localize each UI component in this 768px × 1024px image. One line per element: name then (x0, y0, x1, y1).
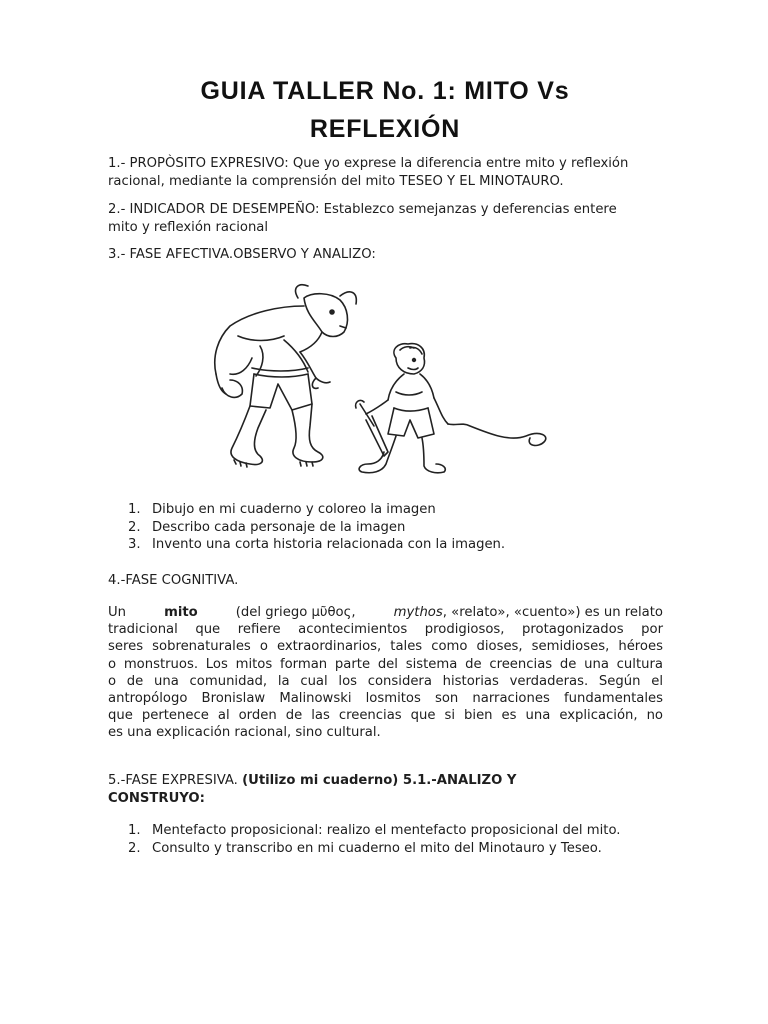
title-line-2: REFLEXIÓN (309, 115, 461, 143)
purpose-paragraph (108, 155, 663, 191)
heading-bold-2: CONSTRUYO: (108, 791, 205, 806)
minotaur-theseus-illustration (200, 276, 570, 486)
list-item (128, 822, 621, 840)
list-text: Describo cada personaje de la imagen (152, 519, 406, 535)
list-text: Consulto y transcribo en mi cuaderno el mito del Minotauro y Teseo. (152, 840, 602, 856)
list-item (128, 536, 505, 554)
title-line-1: GUIA TALLER No. 1: MITO Vs (200, 77, 570, 105)
paragraph-line: o de una comunidad, la cual los considera historias verdaderas. Según el (108, 673, 663, 689)
list-text: Invento una corta historia relacionada con la imagen. (152, 537, 506, 552)
expressive-task-list (128, 822, 621, 857)
list-number: 1. (128, 502, 141, 517)
paragraph-line: tradicional que refiere acontecimientos prodigiosos, protagonizados por (108, 622, 663, 638)
expressive-phase-heading (108, 772, 663, 808)
paragraph-line: que pertenece al orden de las creencias que si bien es una explicación, no (108, 708, 663, 724)
heading-plain: 5.-FASE EXPRESIVA. (108, 773, 238, 788)
heading-bold: (Utilizo mi cuaderno) 5.1.-ANALIZO Y (242, 773, 517, 788)
list-number: 2. (128, 519, 141, 535)
paragraph-line (108, 604, 663, 621)
paragraph-fragment: , «relato», «cuento») es un relato (442, 605, 663, 620)
word-un: Un (108, 605, 127, 620)
indicator-line-2: mito y reflexión racional (108, 220, 269, 235)
list-text: Dibujo en mi cuaderno y coloreo la imagen (152, 502, 436, 517)
indicator-line-1: 2.- INDICADOR DE DESEMPEÑO: Establezco semejanzas y deferencias entere (108, 202, 617, 217)
list-number: 1. (128, 823, 141, 838)
theseus-figure (356, 344, 546, 473)
indicator-paragraph (108, 201, 663, 237)
paragraph-fragment: (del griego μῦθος, (235, 605, 356, 620)
list-number: 2. (128, 840, 141, 856)
purpose-line-2: racional, mediante la comprensión del mito TESEO Y EL MINOTAURO. (108, 174, 564, 189)
list-item (128, 519, 505, 537)
list-item (128, 840, 621, 858)
paragraph-line: antropólogo Bronislaw Malinowski losmitos son narraciones fundamentales (108, 691, 663, 707)
word-mythos: mythos (393, 605, 443, 620)
list-item (128, 501, 505, 519)
document-title (150, 72, 620, 148)
list-text: Mentefacto proposicional: realizo el mentefacto proposicional del mito. (152, 823, 621, 838)
paragraph-line: seres sobrenaturales o extraordinarios, tales como dioses, semidioses, héroes (108, 639, 663, 655)
minotaur-figure (215, 285, 357, 467)
affective-phase-heading: 3.- FASE AFECTIVA.OBSERVO Y ANALIZO: (108, 247, 376, 262)
cognitive-phase-heading: 4.-FASE COGNITIVA. (108, 573, 239, 588)
affective-task-list (128, 501, 505, 554)
list-number: 3. (128, 537, 141, 552)
myth-definition-paragraph (108, 604, 663, 742)
purpose-line-1: 1.- PROPÒSITO EXPRESIVO: Que yo exprese la diferencia entre mito y reflexión (108, 156, 629, 171)
word-mito: mito (164, 605, 198, 620)
paragraph-line: o monstruos. Los mitos forman parte del sistema de creencias de una cultura (108, 656, 663, 672)
paragraph-line: es una explicación racional, sino cultural. (108, 725, 381, 741)
